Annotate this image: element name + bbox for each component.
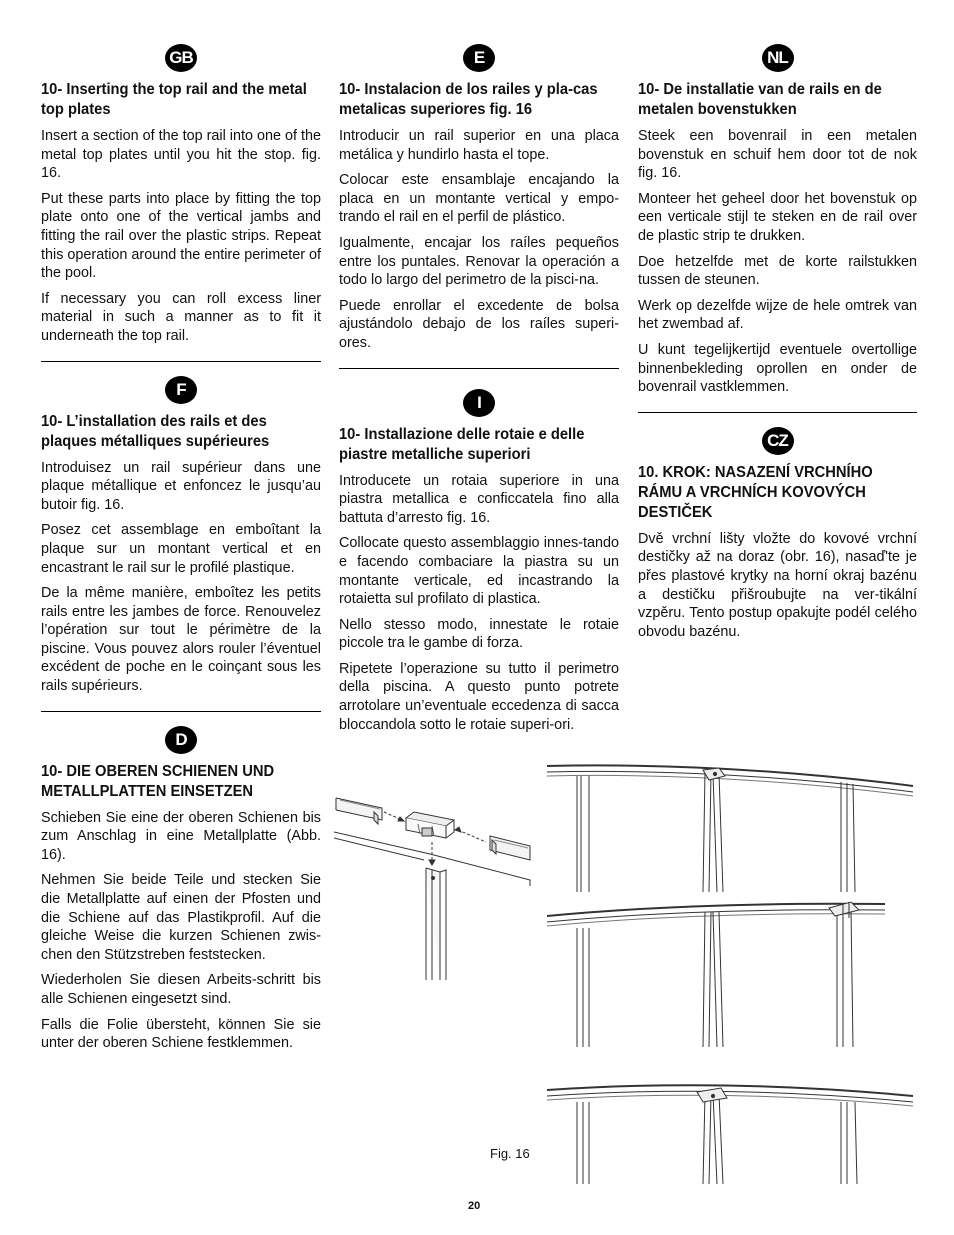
badge-cz: CZ — [762, 427, 794, 455]
paragraph: Doe hetzelfde met de korte railstukken tussen de steunen. — [638, 253, 917, 289]
paragraph: Puede enrollar el excedente de bolsa ajustándolo debajo de los raíles superi-ores. — [339, 297, 619, 351]
badge-nl: NL — [762, 44, 794, 72]
paragraph: Falls die Folie übersteht, können Sie sie unter der oberen Schiene festklemmen. — [41, 1016, 321, 1052]
section-f — [41, 376, 321, 696]
paragraph: Steek een bovenrail in een metalen bovenstuk en schuif hem door tot de nok fig. 16. — [638, 128, 917, 182]
section-d — [41, 726, 321, 1053]
paragraph: If necessary you can roll excess liner material in such a manner as to fit it underneath the top rail. — [41, 290, 321, 344]
paragraph: Insert a section of the top rail into one of the metal top plates until you hit the stop. fig. 16. — [41, 128, 321, 182]
paragraph: Schieben Sie eine der oberen Schienen bis zum Anschlag in eine Metallplatte (Abb. 16). — [41, 809, 321, 863]
paragraph: Igualmente, encajar los raíles pequeños entre los puntales. Renovar la operación a todo lo largo del perimetro de la pisci-na. — [339, 234, 619, 289]
badge-d: D — [165, 726, 197, 754]
paragraph: De la même manière, emboîtez les petits rails entre les jambes de force. Renouvelez l’opération sur tout le périmètre de la piscine. Vous pouvez alors rouler l’éventuel excédent de poche en le coinçant sous les rails supérieurs. — [41, 585, 321, 695]
column-left — [41, 44, 321, 1060]
figure-detail-exploded — [334, 790, 534, 980]
paragraph: Introduisez un rail supérieur dans une plaque métallique et enfoncez le jusqu’au butoir fig. 16. — [41, 459, 321, 513]
section-title-f: 10- L’installation des rails et des plaques métalliques supérieures — [41, 412, 270, 450]
section-gb — [41, 44, 321, 346]
section-title-cz: 10. KROK: NASAZENÍ VRCHNÍHO RÁMU A VRCHNÍCH KOVOVÝCH DESTIČEK — [638, 463, 873, 521]
paragraph: Posez cet assemblage en emboîtant la plaque sur un montant vertical et en encastrant le rail sur le profilé plastique. — [41, 522, 321, 576]
column-right — [638, 44, 917, 648]
paragraph: Nello stesso modo, innestate le rotaie piccole tra le gambe di forza. — [339, 616, 619, 652]
column-middle — [339, 44, 619, 741]
paragraph: Wiederholen Sie diesen Arbeits-schritt bis alle Schienen eingesetzt sind. — [41, 972, 321, 1007]
divider — [41, 711, 321, 712]
section-cz — [638, 427, 917, 642]
paragraph: Werk op dezelfde wijze de hele omtrek van het zwembad af. — [638, 297, 917, 333]
badge-gb: GB — [165, 44, 197, 72]
section-title-i: 10- Installazione delle rotaie e delle piastre metalliche superiori — [339, 425, 585, 463]
paragraph: Monteer het geheel door het bovenstuk op een verticale stijl te steken en de rail over de plastic strip te drukken. — [638, 190, 917, 244]
page-number: 20 — [468, 1200, 481, 1212]
paragraph: Put these parts into place by fitting the top plate onto one of the vertical jambs and fitting the rail over the plastic strips. Repeat this operation around the entire perimeter of the pool. — [41, 190, 321, 282]
paragraph: Introducete un rotaia superiore in una piastra metallica e conficcatela fino alla battuta d’arresto fig. 16. — [339, 472, 619, 526]
paragraph: Collocate questo assemblaggio innes-tando e facendo combaciare la piastra su un montante verticale, ed incastrando la rotaietta sul profilato di plastica. — [339, 535, 619, 608]
paragraph: Colocar este ensamblaje encajando la placa en un montante vertical y empo-trando el rail en el perfil de plástico. — [339, 172, 619, 226]
paragraph: Dvě vrchní lišty vložte do kovové vrchní destičky až na doraz (obr. 16), nasaď'te je přes plastové krytky na horní okraj bazénu a destičku přišroubujte na ver-tikální vzpěru. Tento postup opakujte podél celého obvodu bazénu. — [638, 530, 917, 640]
paragraph: Ripetete l’operazione su tutto il perimetro della piscina. A questo punto potrete arrotolare un’eventuale eccedenza di sacca bloccandola sotto le rotaie superi-ori. — [339, 660, 619, 733]
divider — [339, 368, 619, 369]
divider — [638, 412, 917, 413]
section-e — [339, 44, 619, 353]
section-title-d: 10- DIE OBEREN SCHIENEN UND METALLPLATTEN EINSETZEN — [41, 762, 275, 800]
divider — [41, 361, 321, 362]
section-title-e: 10- Instalacion de los railes y pla-cas metalicas superiores fig. 16 — [339, 81, 598, 118]
section-title-gb: 10- Inserting the top rail and the metal top plates — [41, 81, 307, 118]
section-i — [339, 389, 619, 735]
section-title-nl: 10- De installatie van de rails en de metalen bovenstukken — [638, 81, 882, 118]
badge-e: E — [463, 44, 495, 72]
paragraph: Nehmen Sie beide Teile und stecken Sie die Metallplatte auf einen der Pfosten und die Schiene auf das Plastikprofil. Auf die gleiche Weise die kurzen Schienen zwis-chen den Stützstreben feststecken. — [41, 872, 321, 963]
figure-caption: Fig. 16 — [490, 1146, 530, 1161]
badge-i: I — [463, 389, 495, 417]
paragraph: Introducir un rail superior en una placa metálica y hundirlo hasta el tope. — [339, 128, 619, 163]
figure-rails-assembly — [545, 752, 915, 1184]
section-nl — [638, 44, 917, 397]
badge-f: F — [165, 376, 197, 404]
paragraph: U kunt tegelijkertijd eventuele overtollige binnenbekleding oprollen en onder de bovenrail vastklemmen. — [638, 341, 917, 396]
